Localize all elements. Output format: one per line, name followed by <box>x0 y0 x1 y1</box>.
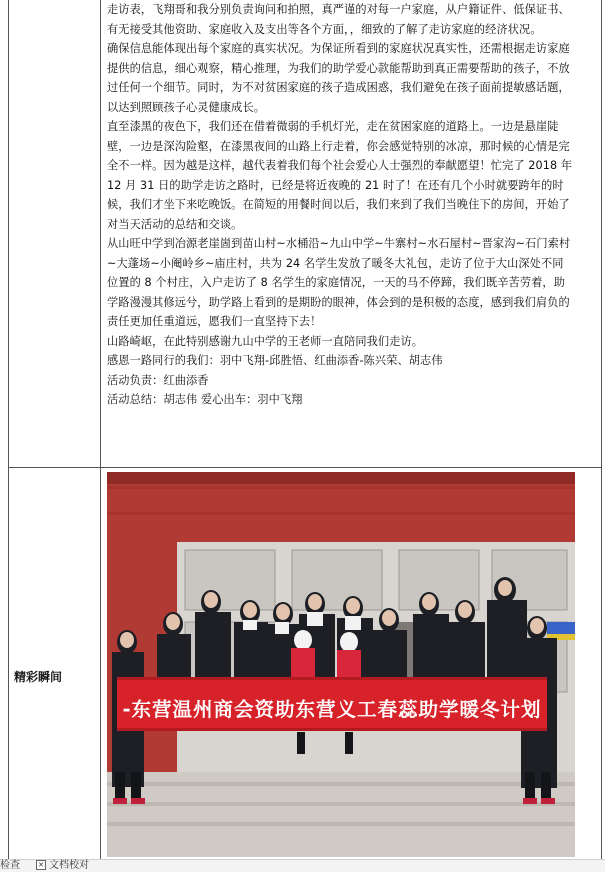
paragraph: 确保信息能体现出每个家庭的真实状况。为保证所看到的家庭状况真实性，还需根据走访家庭提供的信息，细心观察，精心推理，为我们的助学爱心款能帮助到真正需要帮助的孩子，不放过任何一个细节。同时，为不对贫困家庭的孩子造成困惑，我们避免在孩子面前提敏感话题，以达到照顾孩子心灵健康成长。 <box>107 42 570 114</box>
status-check[interactable]: 检查 <box>0 860 20 871</box>
table-border-left <box>8 0 9 859</box>
banner-text: -东营温州商会资助东营义工春蕊助学暖冬计划 <box>122 698 542 721</box>
section-label: 精彩瞬间 <box>14 670 63 684</box>
paragraph: 直至漆黑的夜色下，我们还在借着微弱的手机灯光，走在贫困家庭的道路上。一边是悬崖陡壁，一边是深沟险壑，在漆黑夜间的山路上行走着，你会感觉特别的冰凉，那时候的心情是完全不一样。因为越是这样，越代表着我们每个社会爱心人士强烈的奉献愿望！忙完了 2018 年 12 月 31 日的助学走访之路时，已经是将近夜晚的 21 时了！在还有几个小时就要跨年的时候，我们才坐下来吃晚饭。在简短的用餐时间以后，我们来到了我们当晚住下的房间，开始了对当天活动的总结和交谈。 <box>107 120 573 231</box>
paragraph: 从山旺中学到冶源老崖崮到苗山村~水桶沿~九山中学~牛寨村~水石屋村~晋家沟~石门索村~大蓬场~小阉岭乡~庙庄村，共为 24 名学生发放了暖冬大礼包，走访了位于大山深处不同位置的 8 个村庄，入户走访了 8 名学生的家庭情况，一天的马不停蹄，我们既辛苦劳着，助学路漫漫其修远兮，助学路上看到的是期盼的眼神，体会到的是积极的态度，感到我们肩负的责任更加任重道远，愿我们一直坚持下去！ <box>107 237 571 328</box>
table-border-mid <box>100 0 101 859</box>
group-photo <box>107 472 575 857</box>
status-proofread[interactable] <box>36 860 89 872</box>
paragraph: 感恩一路同行的我们：羽中飞翔-邱胜悟、红曲添香-陈兴荣、胡志伟 <box>107 354 443 367</box>
status-bar <box>0 859 605 872</box>
table-border-right <box>601 0 602 859</box>
status-proofread-label: 文档校对 <box>49 860 89 871</box>
paragraph: 活动负责：红曲添香 <box>107 373 209 387</box>
paragraph: 走访表，飞翔哥和我分别负责询问和拍照，真严谨的对每一户家庭，从户籍证件、低保证书、有无接受其他资助、家庭收入及支出等各个方面，，细致的了解了走访家庭的经济状况。 <box>107 3 570 36</box>
paragraph: 活动总结：胡志伟 爱心出车：羽中飞翔 <box>107 393 303 406</box>
activity-text <box>107 0 574 410</box>
paragraph: 山路崎岖，在此特别感谢九山中学的王老师一直陪同我们走访。 <box>107 334 424 348</box>
row-divider <box>8 467 602 468</box>
proofread-icon: ✕ <box>36 860 46 870</box>
